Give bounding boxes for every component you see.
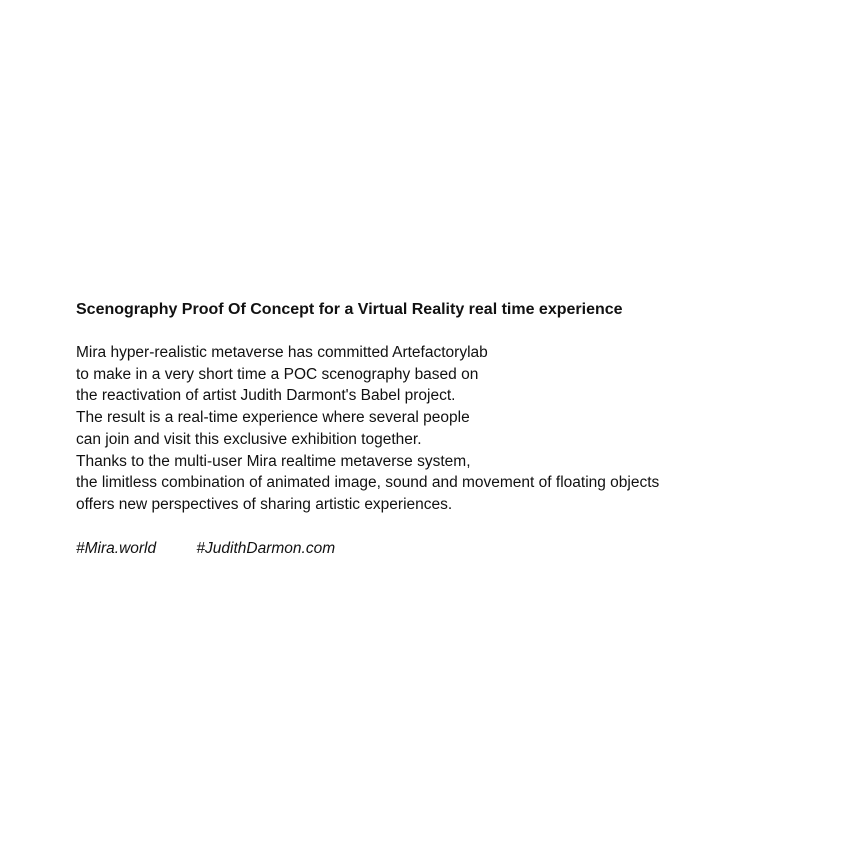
- document-body: [76, 342, 796, 516]
- body-line: the limitless combination of animated image, sound and movement of floating objects: [76, 474, 660, 492]
- body-line: Thanks to the multi-user Mira realtime metaverse system,: [76, 452, 471, 470]
- body-line: offers new perspectives of sharing artistic experiences.: [76, 495, 453, 513]
- body-line: to make in a very short time a POC scenography based on: [76, 365, 479, 383]
- body-line: the reactivation of artist Judith Darmont's Babel project.: [76, 387, 456, 405]
- hashtag-row: [76, 538, 796, 560]
- hashtag-judith-darmon: #JudithDarmon.com: [196, 539, 336, 557]
- body-line: can join and visit this exclusive exhibition together.: [76, 430, 422, 448]
- body-line: Mira hyper-realistic metaverse has committed Artefactorylab: [76, 344, 488, 361]
- hashtag-mira-world: #Mira.world: [76, 539, 157, 557]
- document-title: Scenography Proof Of Concept for a Virtual Reality real time experience: [76, 301, 623, 318]
- body-line: The result is a real-time experience where several people: [76, 409, 470, 427]
- document-content: [76, 298, 796, 560]
